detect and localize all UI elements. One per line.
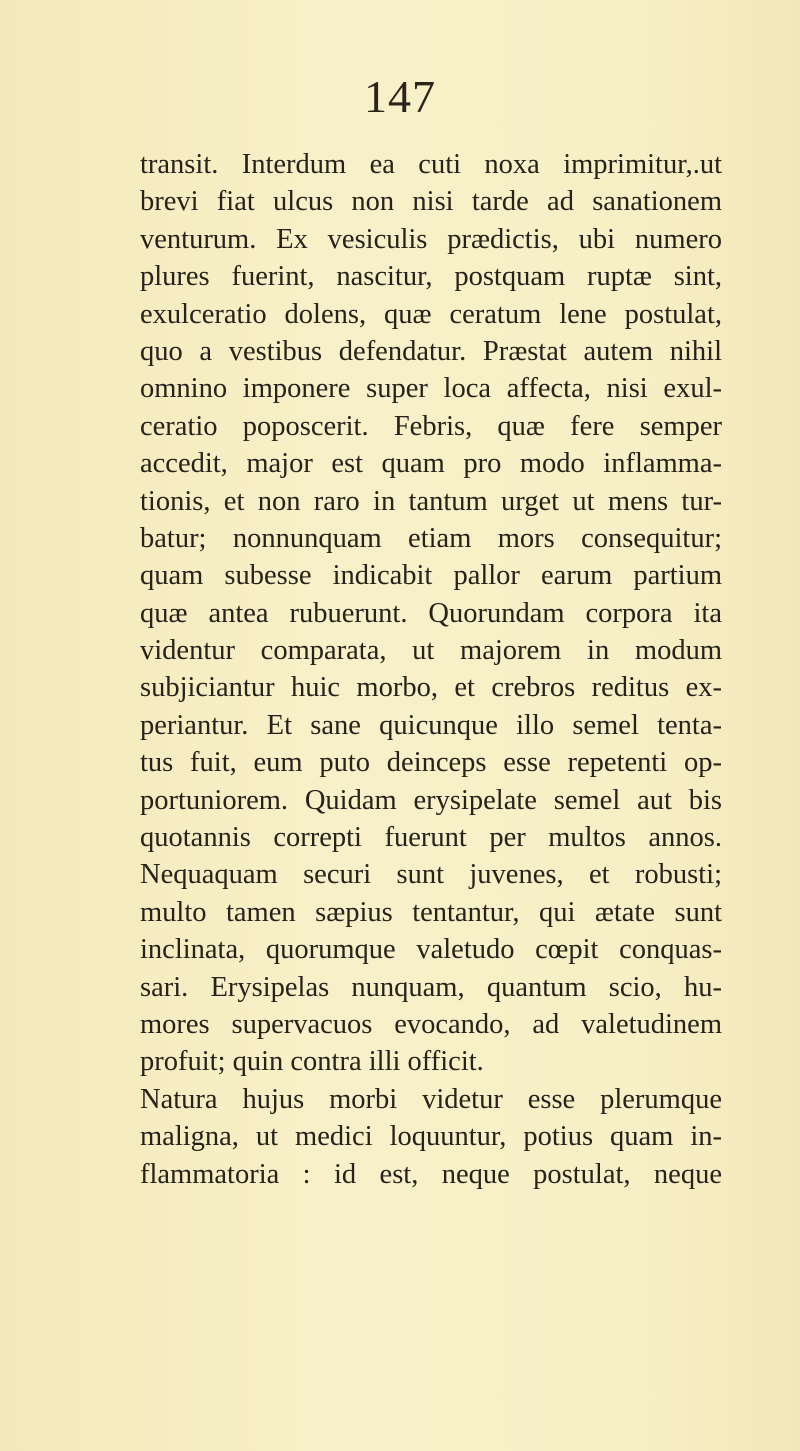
text-line: venturum. Ex vesiculis prædictis, ubi numero (140, 223, 722, 255)
text-line: sari. Erysipelas nunquam, quantum scio, hu- (140, 971, 722, 1003)
text-line: batur; nonnunquam etiam mors consequitur; (140, 522, 722, 554)
text-line: periantur. Et sane quicunque illo semel tenta- (140, 709, 722, 741)
body-text (140, 146, 722, 1193)
text-line: inclinata, quorumque valetudo cœpit conquas- (140, 934, 722, 966)
text-line: quo a vestibus defendatur. Præstat autem nihil (140, 335, 722, 367)
text-line: Natura hujus morbi videtur esse plerumque (140, 1083, 722, 1115)
text-line: plures fuerint, nascitur, postquam ruptæ sint, (140, 261, 722, 293)
text-line: quæ antea rubuerunt. Quorundam corpora ita (140, 597, 722, 629)
text-line: quotannis correpti fuerunt per multos annos. (140, 822, 722, 854)
text-line: tus fuit, eum puto deinceps esse repetenti op- (140, 747, 722, 779)
page-number: 147 (364, 71, 436, 122)
text-line: flammatoria : id est, neque postulat, neque (140, 1158, 722, 1190)
text-line: portuniorem. Quidam erysipelate semel aut bis (140, 784, 722, 816)
text-line: profuit; quin contra illi officit. (140, 1046, 484, 1078)
text-line: Nequaquam securi sunt juvenes, et robusti; (140, 859, 722, 891)
text-line: tionis, et non raro in tantum urget ut mens tur- (140, 485, 722, 517)
text-line: quam subesse indicabit pallor earum partium (140, 560, 722, 592)
text-line: transit. Interdum ea cuti noxa imprimitur,.ut (140, 149, 722, 180)
text-line: subjiciantur huic morbo, et crebros reditus ex- (140, 672, 722, 704)
text-line: videntur comparata, ut majorem in modum (140, 635, 722, 667)
text-line: multo tamen sæpius tentantur, qui ætate sunt (140, 896, 722, 928)
text-line: accedit, major est quam pro modo inflamma- (140, 448, 722, 480)
text-line: omnino imponere super loca affecta, nisi exul- (140, 373, 722, 405)
text-line: brevi fiat ulcus non nisi tarde ad sanationem (140, 186, 722, 218)
text-line: maligna, ut medici loquuntur, potius quam in- (140, 1121, 722, 1153)
text-line: ceratio poposcerit. Febris, quæ fere semper (140, 410, 722, 442)
text-line: exulceratio dolens, quæ ceratum lene postulat, (140, 298, 722, 330)
text-line: mores supervacuos evocando, ad valetudinem (140, 1008, 722, 1040)
